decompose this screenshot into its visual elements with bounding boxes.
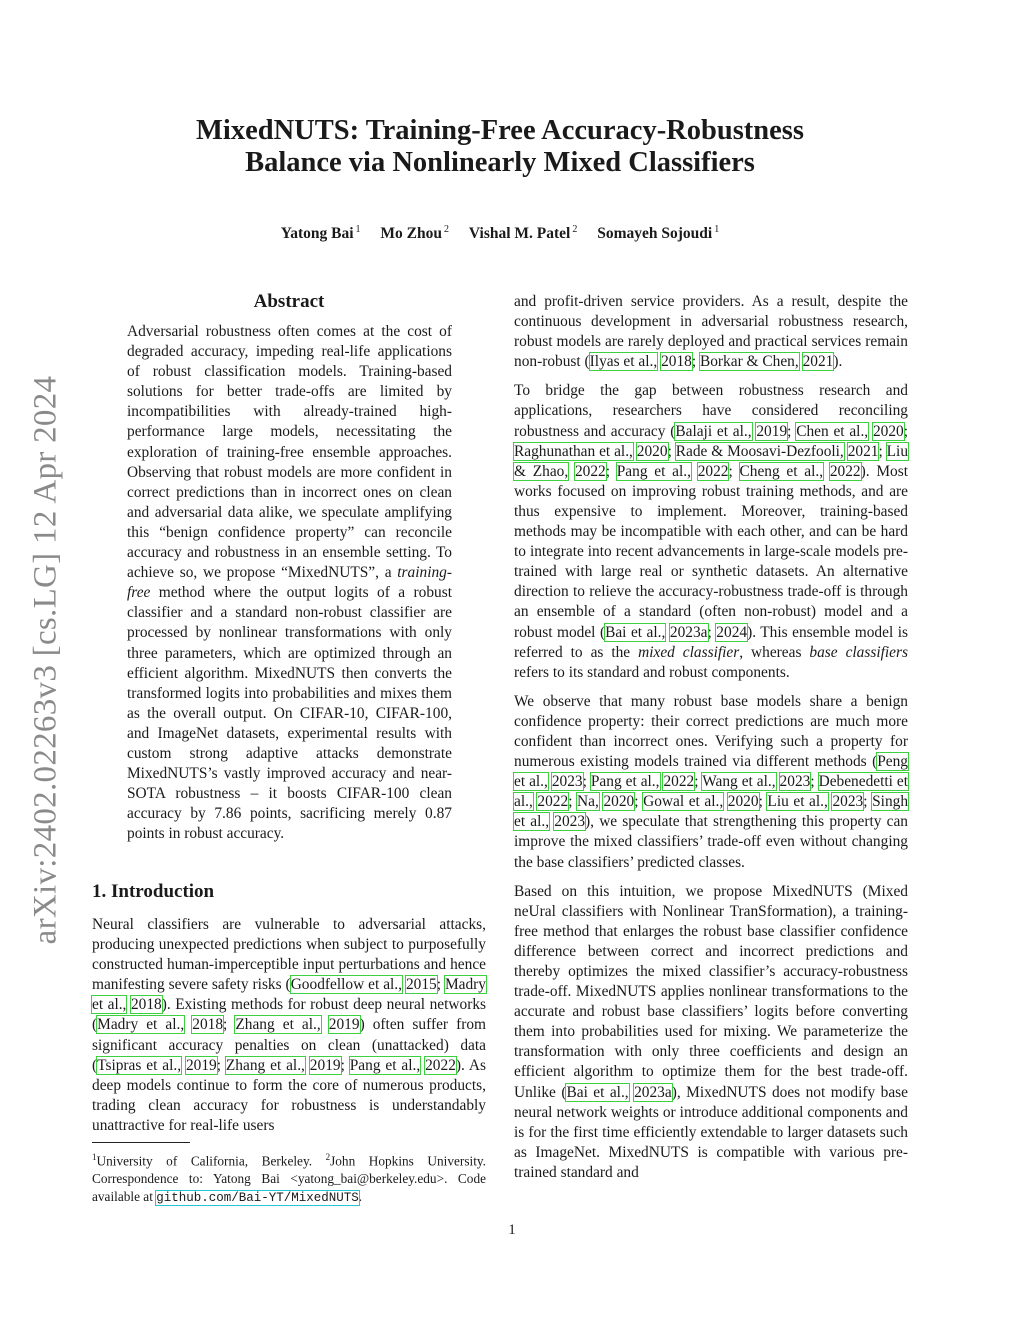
author-list — [92, 224, 908, 243]
citation-link[interactable]: Zhang et al., — [235, 1016, 321, 1034]
author: Vishal M. Patel $^2$ — [468, 224, 578, 243]
citation-link[interactable]: Bai et al., — [566, 1083, 629, 1101]
citation-link[interactable]: Rade & Moosavi-Dezfooli, — [675, 442, 844, 460]
citation-link[interactable]: Na, — [577, 793, 599, 811]
citation-link[interactable]: 2019 — [185, 1056, 217, 1074]
citation-link[interactable]: Raghunathan et al., — [514, 442, 633, 460]
citation-link[interactable]: 2022 — [697, 462, 729, 480]
citation-link[interactable]: Pang et al., — [349, 1056, 421, 1074]
citation-link[interactable]: 2023a — [669, 623, 708, 641]
citation-link[interactable]: 2018 — [661, 353, 692, 371]
citation-link[interactable]: 2023 — [554, 813, 586, 831]
citation-link[interactable]: Wang et al., — [702, 773, 776, 791]
citation-link[interactable]: 2018 — [192, 1016, 224, 1034]
code-url-link[interactable]: github.com/Bai-YT/MixedNUTS — [156, 1191, 359, 1206]
citation-link[interactable]: Balaji et al., — [675, 422, 752, 440]
citation-link[interactable]: Liu et al., — [767, 793, 828, 811]
author: Somayeh Sojoudi $^1$ — [597, 224, 720, 243]
citation-link[interactable]: 2019 — [328, 1016, 360, 1034]
introduction-body: Neural classifiers are vulnerable to adversarial attacks, producing unexpected predictions when subject to purposefully constructed human-imperceptible input perturbations and hence manifesting severe safety risks (Goodfellow et al., 2015; Madry et al., 2018). Existing methods for robust deep neural networks (Madry et al., 2018; Zhang et al., 2019) often suffer from significant accuracy penalties on clean (unattacked) data (Tsipras et al., 2019; Zhang et al., 2019; Pang et al., 2022). As deep models continue to form the core of numerous products, trading clean accuracy for robustness is understandably unattractive for real-life users — [92, 916, 487, 1134]
citation-link[interactable]: 2023 — [779, 773, 811, 791]
citation-link[interactable]: Ilyas et al., — [589, 353, 658, 371]
citation-link[interactable]: 2023 — [551, 773, 583, 791]
citation-link[interactable]: Pang et al., — [616, 462, 691, 480]
footnote: $^1$University of California, Berkeley. $^2$John Hopkins University. Correspondence to: Yatong Bai <yatong_bai@berkeley.edu>. Code available at github.com/Bai-YT/MixedNUTS. — [92, 1152, 486, 1206]
right-column — [514, 292, 908, 1183]
citation-link[interactable]: 2019 — [756, 422, 788, 440]
citation-link[interactable]: 2022 — [574, 462, 606, 480]
citation-link[interactable]: Zhang et al., — [225, 1056, 305, 1074]
citation-link[interactable]: Cheng et al., — [739, 462, 824, 480]
page-number: 1 — [508, 1222, 516, 1238]
citation-link[interactable]: 2023a — [634, 1083, 672, 1101]
abstract-body: Adversarial robustness often comes at the cost of degraded accuracy, impeding real-life applications of robust classification models. Training-based solutions for better trade-offs are limited by incompatibilities with already-trained high-performance large models, necessitating the exploration of training-free ensemble approaches. Observing that robust models are more confident in correct predictions than in incorrect ones on clean and adversarial data alike, we speculate amplifying this “benign confidence property” can reconcile accuracy and robustness in an ensemble setting. To achieve so, we propose “MixedNUTS”, a training-free method where the output logits of a robust classifier and a standard non-robust classifier are processed by nonlinear transformations with only three parameters, which are optimized through an efficient algorithm. MixedNUTS then converts the transformed logits into probabilities and mixes them as the overall output. On CIFAR-10, CIFAR-100, and ImageNet datasets, experimental results with custom strong adaptive attacks demonstrate MixedNUTS’s vastly improved accuracy and near-SOTA robustness – it boosts CIFAR-100 clean accuracy by 7.86 points, sacrificing merely 0.87 points in robust accuracy. — [127, 323, 452, 843]
citation-link[interactable]: Chen et al., — [796, 422, 869, 440]
introduction-heading: 1. Introduction — [92, 881, 215, 902]
citation-link[interactable]: Bai et al., — [605, 623, 666, 641]
citation-link[interactable]: Debenedetti et al., — [514, 773, 909, 811]
footnote-divider — [92, 1142, 190, 1143]
arxiv-identifier — [16, 360, 76, 960]
citation-link[interactable]: Madry et al., — [97, 1016, 185, 1034]
paragraph: To bridge the gap between robustness research and applications, researchers have considered reconciling robustness and accuracy (Balaji et al., 2019; Chen et al., 2020; Raghunathan et al., 2020; Rade & Moosavi-Dezfooli, 2021; Liu & Zhao, 2022; Pang et al., 2022; Cheng et al., 2022). Most works focused on improving robust training methods, and are thus expensive to implement. Moreover, training-based methods may be incompatible with each other, and can be hard to integrate into recent advancements in large-scale models pre-trained with large real or synthetic datasets. An alternative direction to relieve the accuracy-robustness trade-off is through an ensemble of a standard (often non-robust) model and a robust model (Bai et al., 2023a; 2024). This ensemble model is referred to as the mixed classifier, whereas base classifiers refers to its standard and robust components. — [514, 382, 909, 681]
citation-link[interactable]: Liu & Zhao, — [514, 442, 909, 480]
citation-link[interactable]: Pang et al., — [590, 773, 660, 791]
citation-link[interactable]: 2022 — [537, 793, 569, 811]
paragraph: We observe that many robust base models share a benign confidence property: their correct predictions are much more confident than incorrect ones. Verifying such a property for numerous existing models trained via different methods (Peng et al., 2023; Pang et al., 2022; Wang et al., 2023; Debenedetti et al., 2022; Na, 2020; Gowal et al., 2020; Liu et al., 2023; Singh et al., 2023), we speculate that strengthening this property can improve the mixed classifiers’ trade-off even without changing the base classifiers’ predicted classes. — [514, 692, 909, 871]
citation-link[interactable]: Tsipras et al., — [97, 1056, 182, 1074]
citation-link[interactable]: 2023 — [832, 793, 864, 811]
citation-link[interactable]: 2021 — [847, 442, 879, 460]
author: Mo Zhou $^2$ — [380, 224, 450, 243]
citation-link[interactable]: 2021 — [802, 353, 834, 371]
paragraph: and profit-driven service providers. As a result, despite the continuous development in adversarial robustness research, robust models are rarely deployed and practical services remain non-robust (Ilyas et al., 2018; Borkar & Chen, 2021). — [514, 293, 908, 371]
citation-link[interactable]: Singh et al., — [514, 793, 909, 831]
citation-link[interactable]: 2022 — [663, 773, 695, 791]
citation-link[interactable]: 2022 — [829, 462, 861, 480]
author: Yatong Bai $^1$ — [280, 224, 361, 243]
citation-link[interactable]: 2020 — [603, 793, 635, 811]
abstract-heading: Abstract — [253, 291, 325, 312]
citation-link[interactable]: 2020 — [727, 793, 759, 811]
citation-link[interactable]: Gowal et al., — [643, 793, 724, 811]
citation-link[interactable]: 2022 — [425, 1056, 456, 1074]
citation-link[interactable]: 2024 — [716, 623, 748, 641]
citation-link[interactable]: Borkar & Chen, — [699, 353, 799, 371]
citation-link[interactable]: 2015 — [405, 976, 437, 994]
paper-title: MixedNUTS: Training-Free Accuracy-Robustness Balance via Nonlinearly Mixed Classifiers — [196, 115, 804, 178]
citation-link[interactable]: Goodfellow et al., — [290, 976, 402, 994]
citation-link[interactable]: 2019 — [309, 1056, 341, 1074]
arxiv-id-text: arXiv:2402.02263v3 [cs.LG] 12 Apr 2024 — [27, 375, 64, 945]
paragraph: Based on this intuition, we propose MixedNUTS (Mixed neUral classifiers with Nonlinear TranSformation), a training-free method that enlarges the robust base classifier confidence difference between correct and incorrect predictions and thereby optimizes the mixed classifier’s accuracy-robustness trade-off. MixedNUTS applies nonlinear transformations to the accurate and robust base classifiers’ logits before converting them into probabilities used for mixing. We parameterize the transformation with only three coefficients and design an efficient algorithm to optimize them for the best trade-off. Unlike (Bai et al., 2023a), MixedNUTS does not modify base neural network weights or introduce additional components and is for the first time efficiently extendable to larger datasets such as ImageNet. MixedNUTS is compatible with various pre-trained standard and — [514, 882, 908, 1181]
citation-link[interactable]: Peng et al., — [514, 753, 908, 791]
citation-link[interactable]: 2020 — [872, 422, 904, 440]
citation-link[interactable]: 2018 — [130, 996, 162, 1014]
citation-link[interactable]: 2020 — [636, 442, 668, 460]
citation-link[interactable]: Madry et al., — [92, 976, 486, 1014]
